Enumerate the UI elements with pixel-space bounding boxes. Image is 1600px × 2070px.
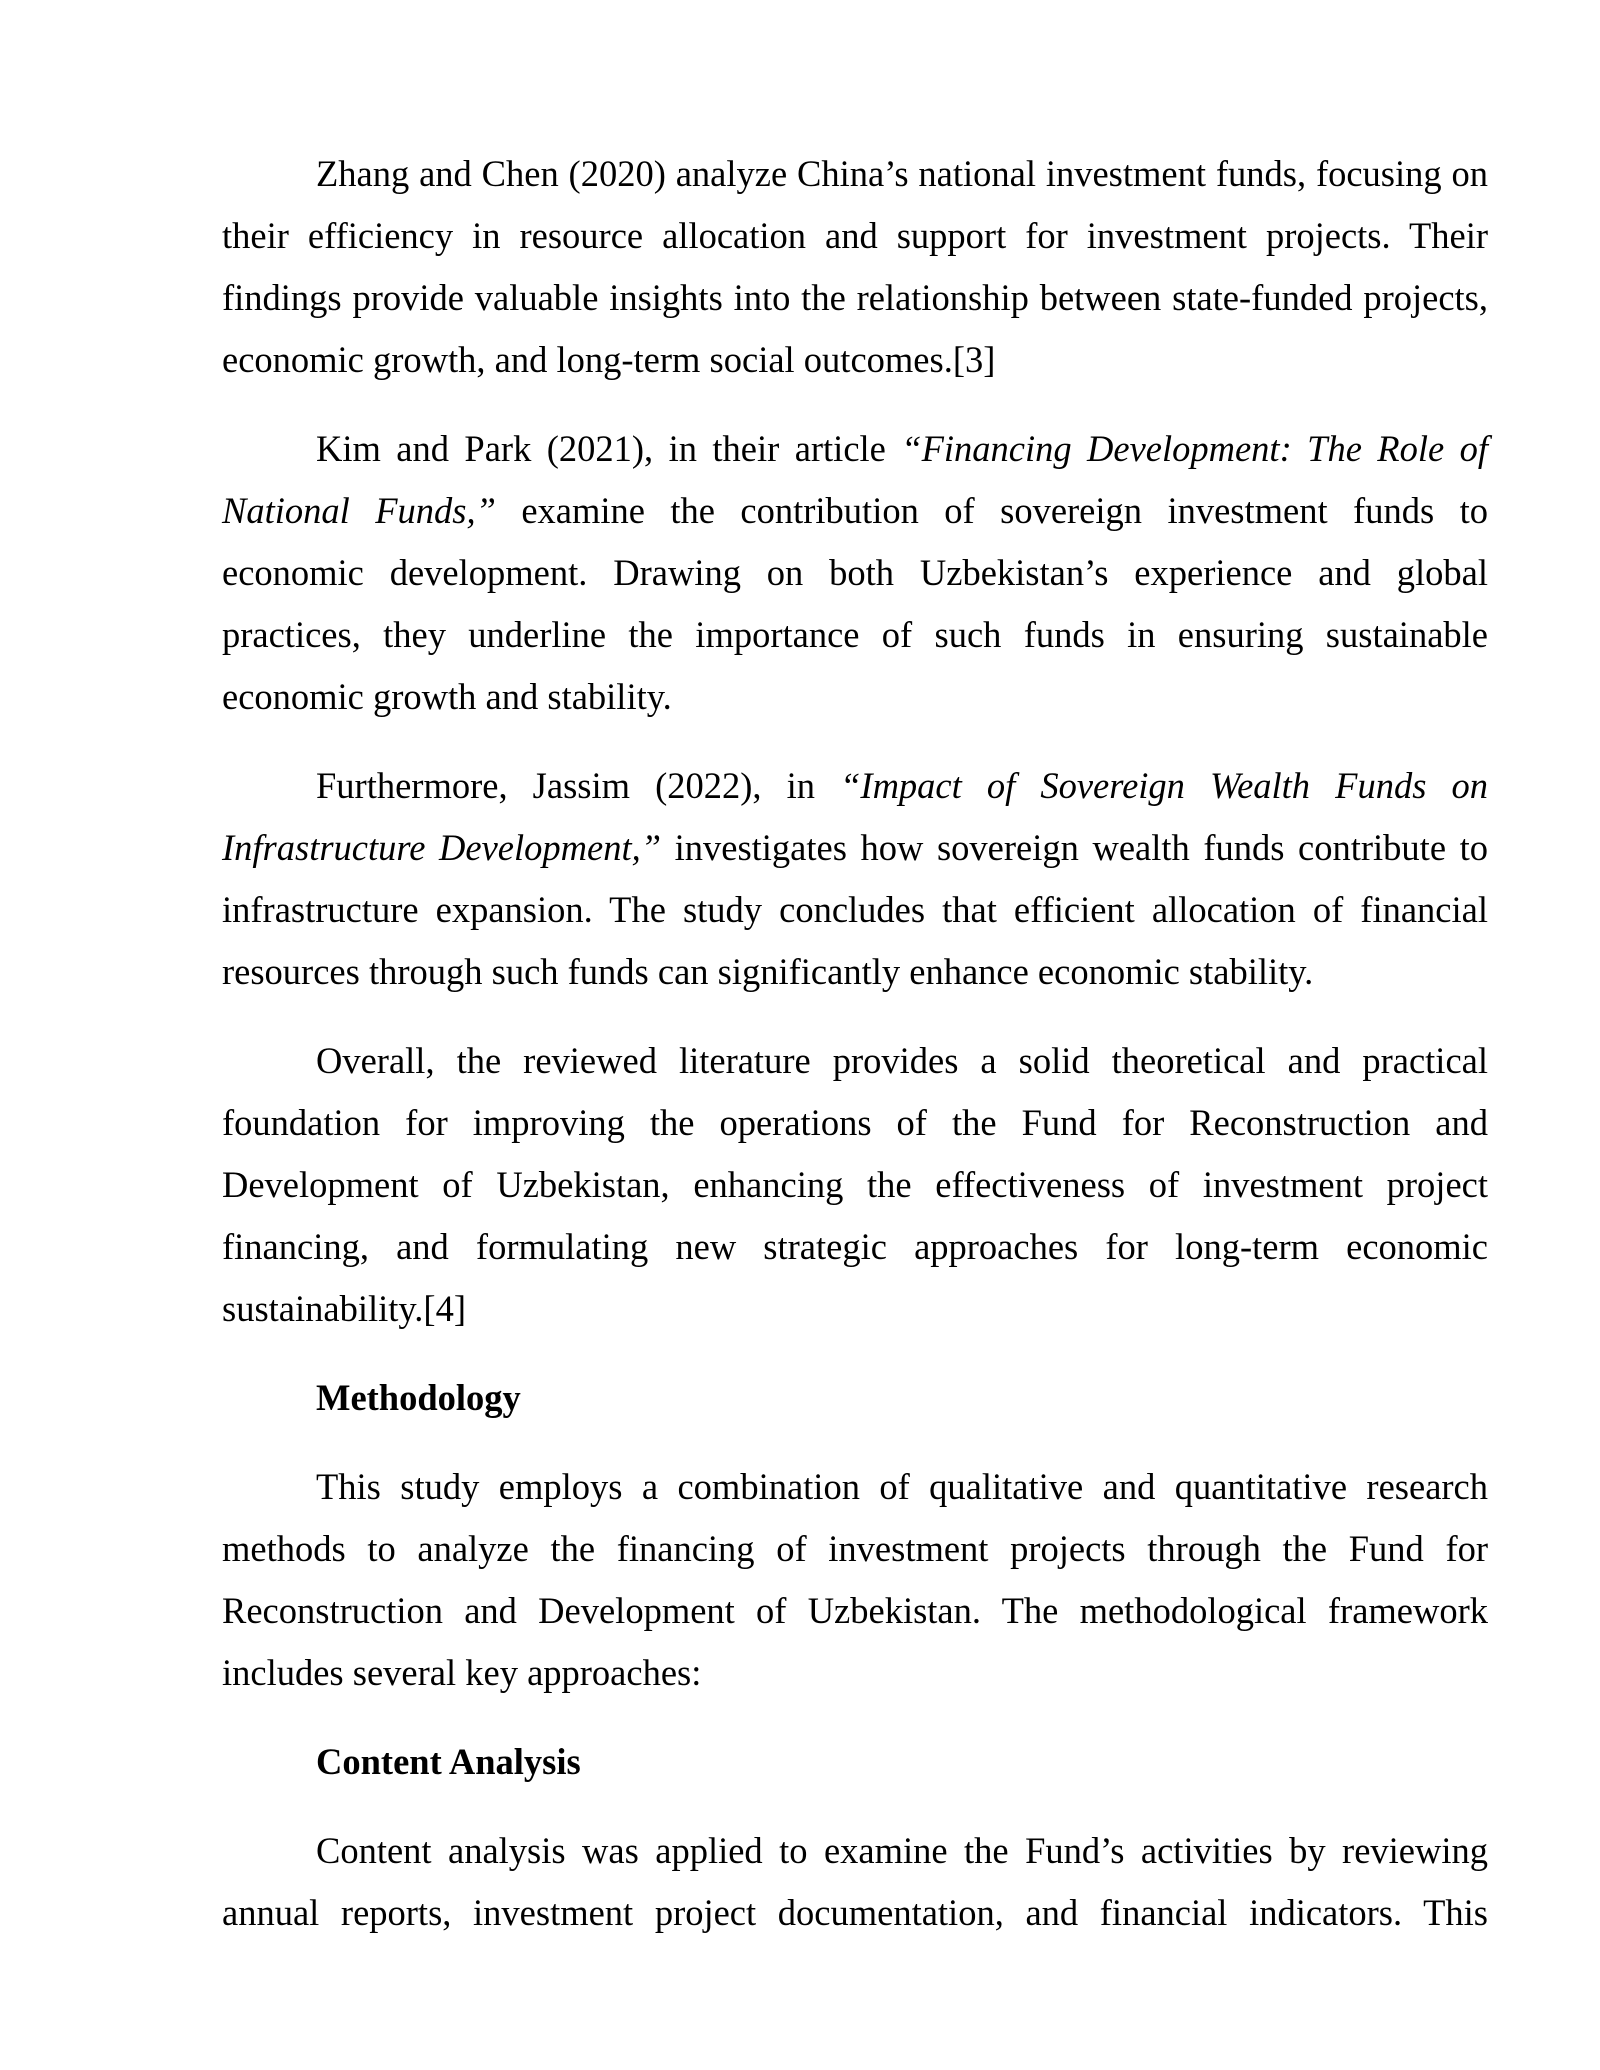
text-run: investigates how sovereign wealth funds contribute to infrastructure expansion. The study concludes that efficient allocation of financial resources through such funds can significantly enhance economic stability.: [222, 827, 1488, 992]
text-run: Furthermore, Jassim (2022), in: [316, 765, 841, 806]
paragraph-kim-park: [222, 418, 1488, 728]
text-run: Overall, the reviewed literature provides a solid theoretical and practical foundation for improving the operations of the Fund for Reconstruction and Development of Uzbekistan, enhancing the effectiveness of investment project financing, and formulating new strategic approaches for long-term economic sustainability.[4]: [222, 1040, 1488, 1329]
heading-methodology: [222, 1367, 1488, 1429]
text-run: This study employs a combination of qualitative and quantitative research methods to analyze the financing of investment projects through the Fund for Reconstruction and Development of Uzbekistan. The methodological framework includes several key approaches:: [222, 1466, 1488, 1693]
document-content: [222, 143, 1488, 1944]
text-run: Content analysis was applied to examine the Fund’s activities by reviewing annual reports, investment project documentation, and financial indicators. This: [222, 1830, 1488, 1933]
paragraph-jassim: [222, 755, 1488, 1003]
heading-content-analysis: [222, 1731, 1488, 1793]
paragraph-overall-summary: [222, 1030, 1488, 1340]
article-title-run: “Financing Development: The Role of National Funds,”: [222, 428, 1488, 531]
paragraph-content-analysis: [222, 1820, 1488, 1944]
text-run: examine the contribution of sovereign investment funds to economic development. Drawing on both Uzbekistan’s experience and global practices, they underline the importance of such funds in ensuring sustainable economic growth and stability.: [222, 490, 1488, 717]
text-run: Kim and Park (2021), in their article: [316, 428, 902, 469]
heading-text: Content Analysis: [316, 1741, 581, 1782]
heading-text: Methodology: [316, 1377, 521, 1418]
paragraph-zhang-chen: [222, 143, 1488, 391]
text-run: Zhang and Chen (2020) analyze China’s national investment funds, focusing on their efficiency in resource allocation and support for investment projects. Their findings provide valuable insights into the relationship between state-funded projects, economic growth, and long-term social outcomes.[3]: [222, 153, 1488, 380]
paragraph-methodology-intro: [222, 1456, 1488, 1704]
article-title-run: “Impact of Sovereign Wealth Funds on Infrastructure Development,”: [222, 765, 1488, 868]
